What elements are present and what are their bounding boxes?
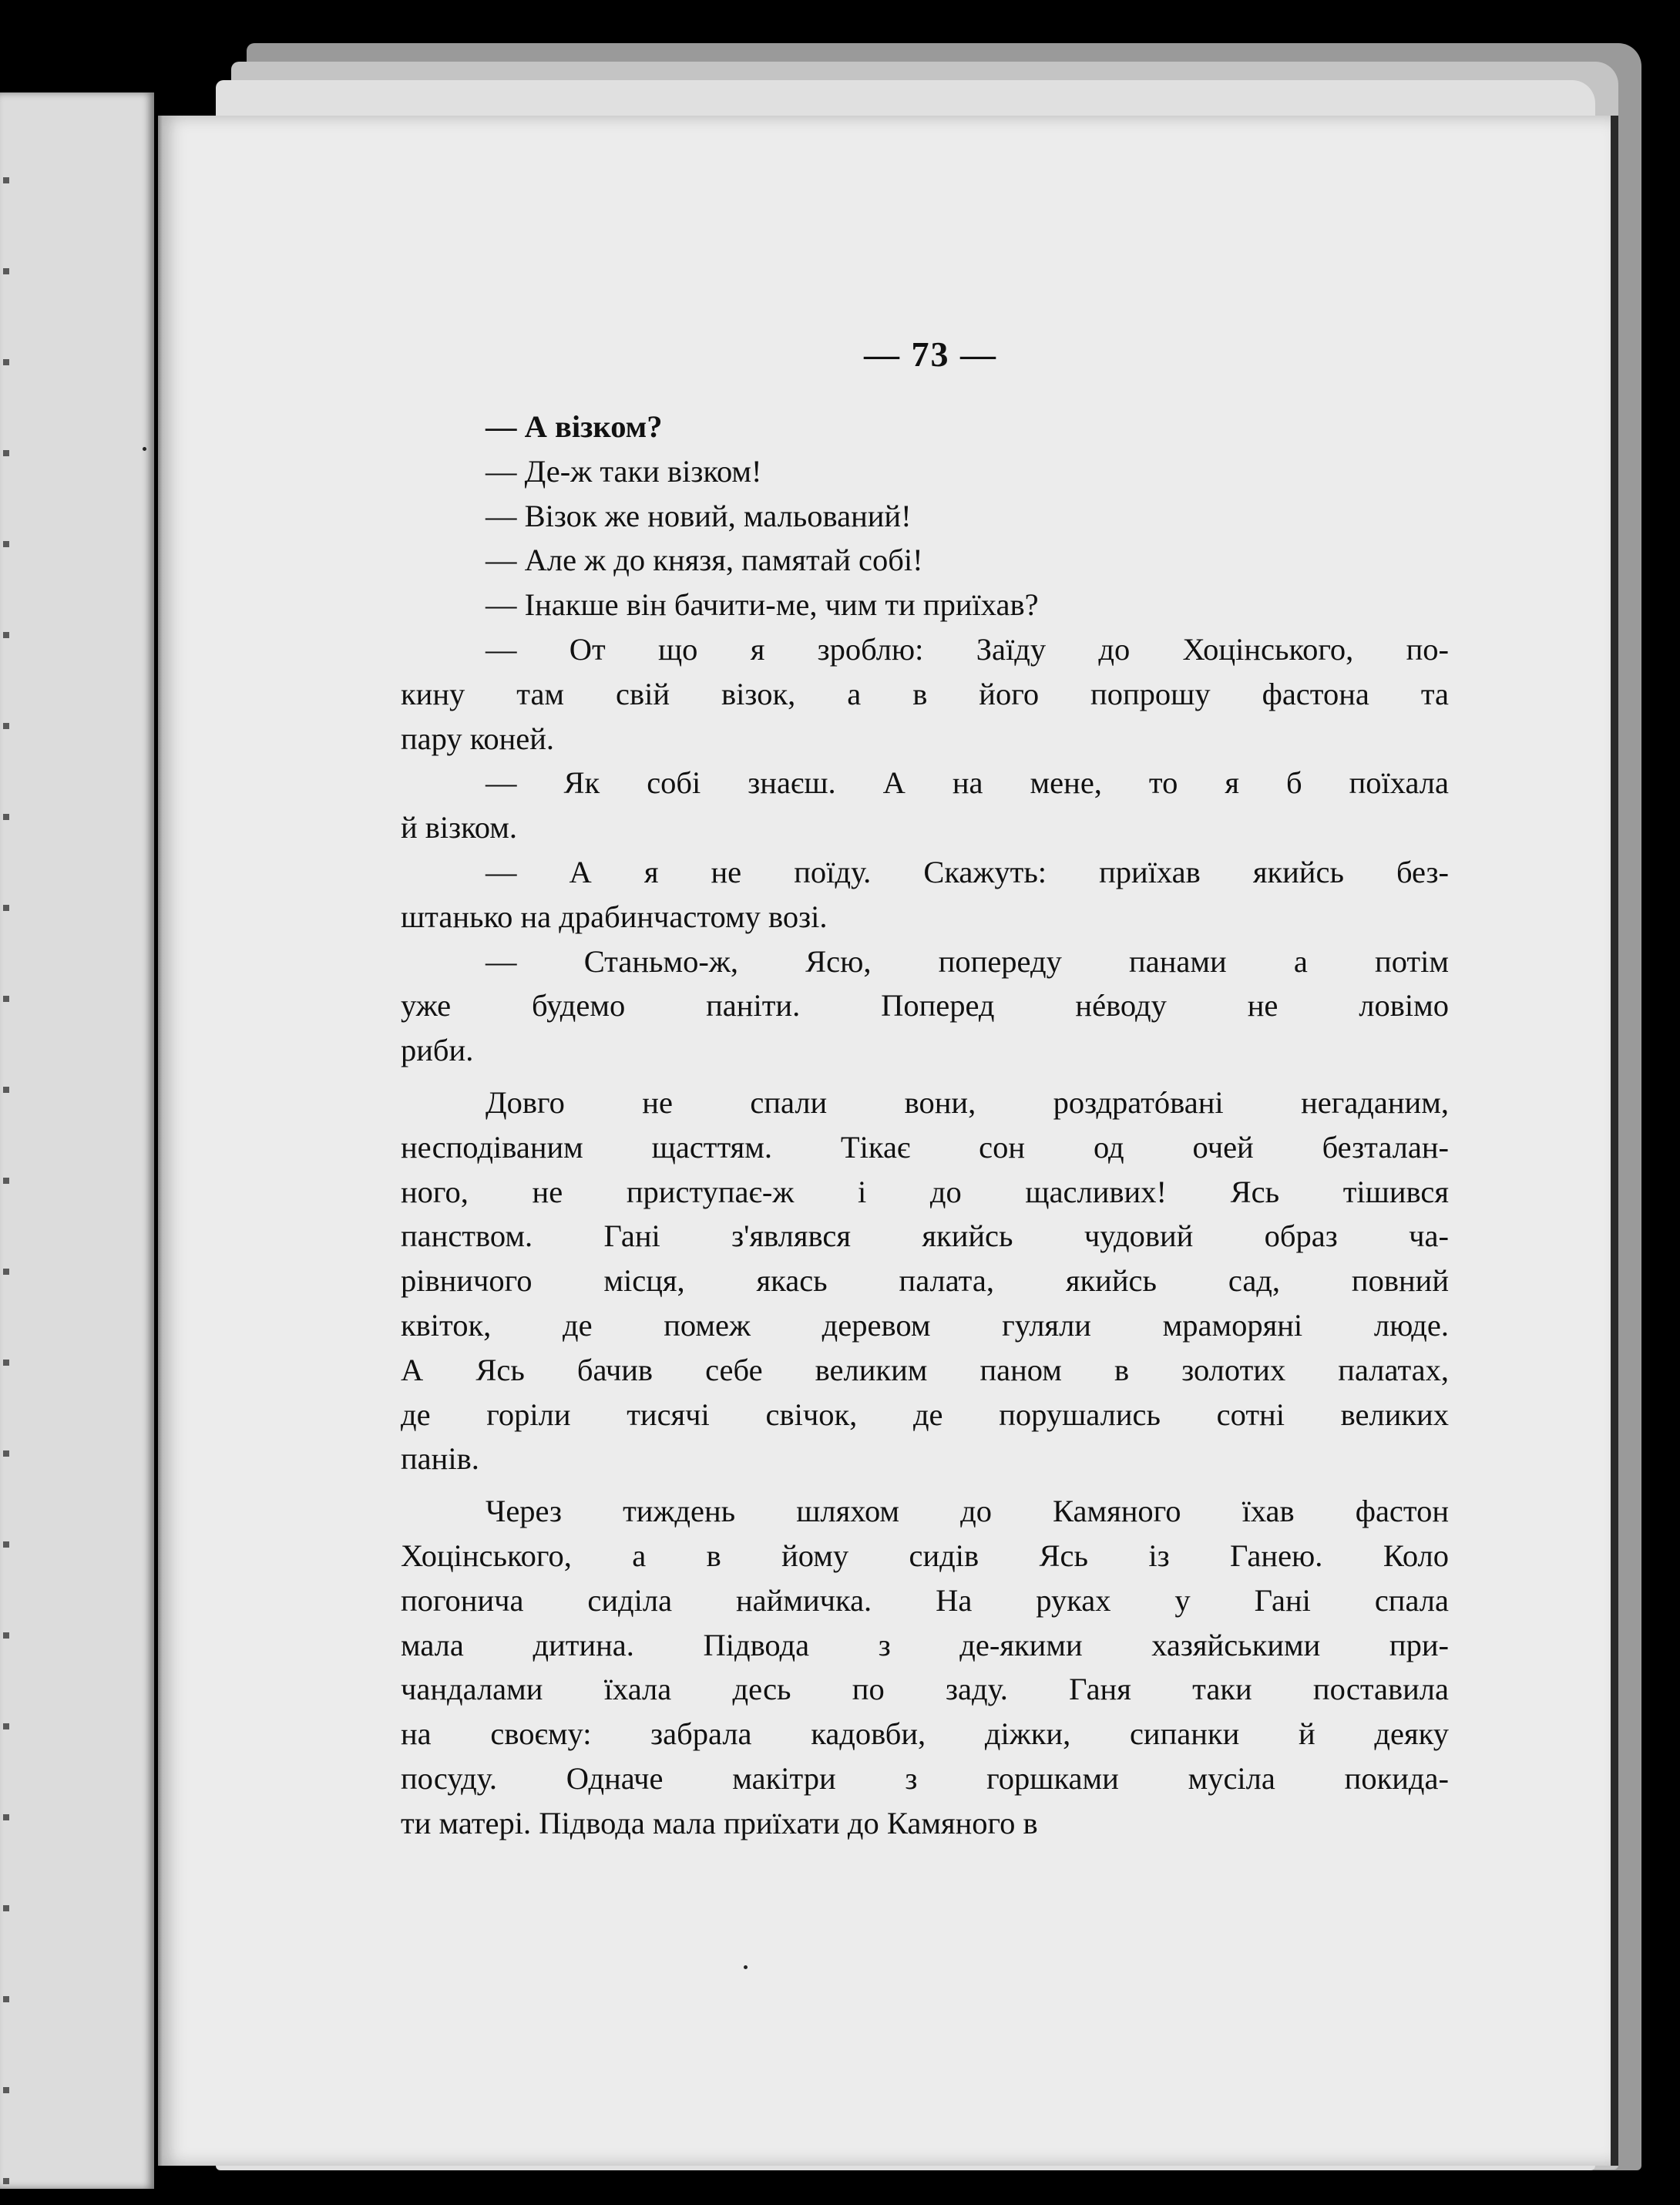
text-line: уже будемо паніти. Поперед нéводу не ловімо xyxy=(401,988,1449,1024)
text-line: — Де-ж таки візком! xyxy=(486,453,762,489)
facing-page-edge xyxy=(0,92,154,2189)
page-text xyxy=(401,405,1449,1846)
text-line: мала дитина. Підвода з де-якими хазяйськими при- xyxy=(401,1627,1449,1662)
gutter-shadow xyxy=(158,116,163,2166)
text-line: — Як собі знаєш. А на мене, то я б поїхала xyxy=(486,765,1449,801)
text-line: — Станьмо-ж, Ясю, попереду панами а потім xyxy=(486,943,1449,979)
facing-page-marks xyxy=(3,92,9,2189)
text-line: погонича сиділа наймичка. На руках у Гані спала xyxy=(401,1582,1449,1618)
text-line: — Візок же новий, мальований! xyxy=(486,498,912,533)
book-page xyxy=(158,116,1618,2166)
print-speck xyxy=(143,447,146,451)
text-line: на своєму: забрала кадовби, діжки, сипанки й деяку xyxy=(401,1716,1449,1752)
text-line: — От що я зроблю: Заїду до Хоцінського, по- xyxy=(486,631,1449,667)
text-line: несподіваним щасттям. Тікає сон од очей безталан- xyxy=(401,1129,1449,1165)
page-number: — 73 — xyxy=(864,334,997,374)
text-line: Хоцінського, а в йому сидів Ясь із Ганею. Коло xyxy=(401,1538,1449,1573)
text-line: Довго не спали вони, роздратóвані негаданим, xyxy=(486,1084,1449,1120)
text-line: квіток, де помеж деревом гуляли мраморяні люде. xyxy=(401,1307,1449,1343)
text-line: А Ясь бачив себе великим паном в золотих палатах, xyxy=(401,1352,1449,1387)
text-line: панством. Гані з'являвся якийсь чудовий образ ча- xyxy=(401,1218,1449,1254)
print-speck xyxy=(744,1965,748,1969)
text-line: пару коней. xyxy=(401,721,555,756)
text-line: ти матері. Підвода мала приїхати до Камяного в xyxy=(401,1805,1038,1840)
text-line: ного, не приступає-ж і до щасливих! Ясь тішився xyxy=(401,1174,1449,1209)
text-line: риби. xyxy=(401,1033,474,1068)
text-line: посуду. Одначе макітри з горшками мусіла покида- xyxy=(401,1760,1449,1796)
text-line: кину там свій візок, а в його попрошу фастона та xyxy=(401,676,1449,711)
text-line: штанько на драбинчастому возі. xyxy=(401,899,828,934)
text-line: й візком. xyxy=(401,810,518,845)
text-line: панів. xyxy=(401,1441,479,1477)
text-line: рівничого місця, якась палата, якийсь сад, повний xyxy=(401,1263,1449,1299)
text-line: — А візком? xyxy=(486,409,663,444)
paragraph-gap xyxy=(401,1481,1449,1489)
text-line: де горіли тисячі свічок, де порушались сотні великих xyxy=(401,1397,1449,1432)
text-line: — Інакше він бачити-ме, чим ти приїхав? xyxy=(486,587,1039,623)
paragraph-gap xyxy=(401,1073,1449,1081)
text-line: — А я не поїду. Скажуть: приїхав якийсь без- xyxy=(486,854,1449,889)
text-line: чандалами їхала десь по заду. Ганя таки поставила xyxy=(401,1672,1449,1707)
text-line: — Але ж до князя, памятай собі! xyxy=(486,543,923,578)
text-line: Через тиждень шляхом до Камяного їхав фастон xyxy=(486,1494,1449,1529)
